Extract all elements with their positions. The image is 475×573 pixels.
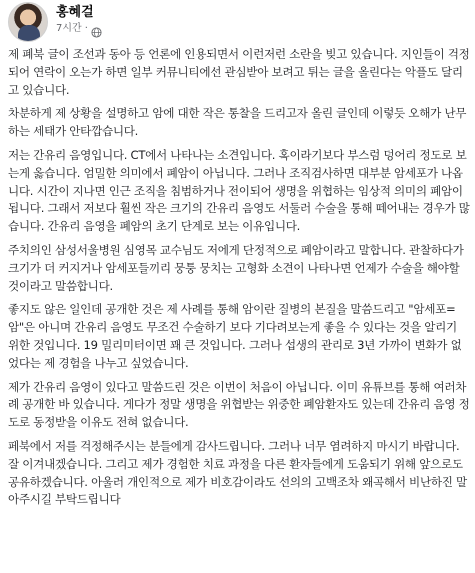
post-paragraph: 차분하게 제 상황을 설명하고 암에 대한 작은 통찰을 드리고자 올린 글인데 이렇듯 오해가 난무하는 세태가 안타깝습니다. xyxy=(8,106,467,139)
post-header xyxy=(8,2,102,42)
post-paragraph: 좋지도 않은 일인데 공개한 것은 제 사례를 통해 암이란 질병의 본질을 말씀드리고 "암세포=암"은 아니며 간유리 음영도 무조건 수술하기 보다 기다려보는게 좋을 수 있다는 것을 알리기 위한 것입니다. 19 밀리미터이면 꽤 큰 것입니다. 그러나 섭생의 관리로 3년 가까이 변화가 없었다는 제 경험을 나누고 싶었습니다. xyxy=(8,302,462,370)
post-paragraph: 페북에서 저를 걱정해주시는 분들에게 감사드립니다. 그러나 너무 염려하지 마시기 바랍니다. 잘 이겨내겠습니다. 그리고 제가 경험한 치료 과정을 다른 환자들에게 도움되기 위해 앞으로도 공유하겠습니다. 아울러 개인적으로 제가 비호감이라도 선의의 고백조차 왜곡해서 비난하진 말아주시길 부탁드립니다 xyxy=(8,438,467,507)
separator-dot: · xyxy=(84,23,88,34)
globe-icon[interactable] xyxy=(91,23,102,34)
post-time-row xyxy=(56,22,102,35)
author-name[interactable]: 홍혜걸 xyxy=(56,5,94,20)
post-paragraph: 제 폐북 글이 조선과 동아 등 언론에 인용되면서 이런저런 소란을 빚고 있습니다. 지인들이 걱정되어 연락이 오는가 하면 일부 커뮤니티에선 관심받아 보려고 튀는 글을 올린다는 악플도 달리고 있습니다. xyxy=(8,47,470,97)
post-meta xyxy=(56,2,102,35)
post-paragraph: 저는 간유리 음영입니다. CT에서 나타나는 소견입니다. 혹이라기보다 부스럼 덩어리 정도로 보는게 옳습니다. 엄밀한 의미에서 폐암이 아닙니다. 그러나 조직검사하면 대부분 암세포가 나옵니다. 시간이 지나면 인근 조직을 침범하거나 전이되어 생명을 위협하는 임상적 의미의 폐암이 됩니다. 그래서 저보다 훨씬 작은 크기의 간유리 음영도 서둘러 수술을 통해 떼어내는 경우가 많습니다. 간유리 음영을 폐암의 초기 단계로 보는 이유입니다. xyxy=(8,147,470,234)
post-paragraph: 주치의인 삼성서울병원 심영목 교수님도 저에게 단정적으로 폐암이라고 말합니다. 관찰하다가 크기가 더 커지거나 암세포들끼리 뭉퉁 뭉치는 고형화 소견이 나타나면 언제가 수술을 해야할 것이라고 말씀합니다. xyxy=(8,242,464,293)
post-body xyxy=(8,46,470,515)
post-timestamp[interactable]: 7시간 xyxy=(56,23,82,34)
post-paragraph: 제가 간유리 음영이 있다고 말씀드린 것은 이번이 처음이 아닙니다. 이미 유튜브를 통해 여러차례 공개한 바 있습니다. 게다가 정말 생명을 위협받는 위중한 폐암환자도 있는데 간유리 음영 정도로 동정받을 이유도 전혀 없습니다. xyxy=(8,379,470,430)
author-avatar[interactable] xyxy=(8,2,48,42)
